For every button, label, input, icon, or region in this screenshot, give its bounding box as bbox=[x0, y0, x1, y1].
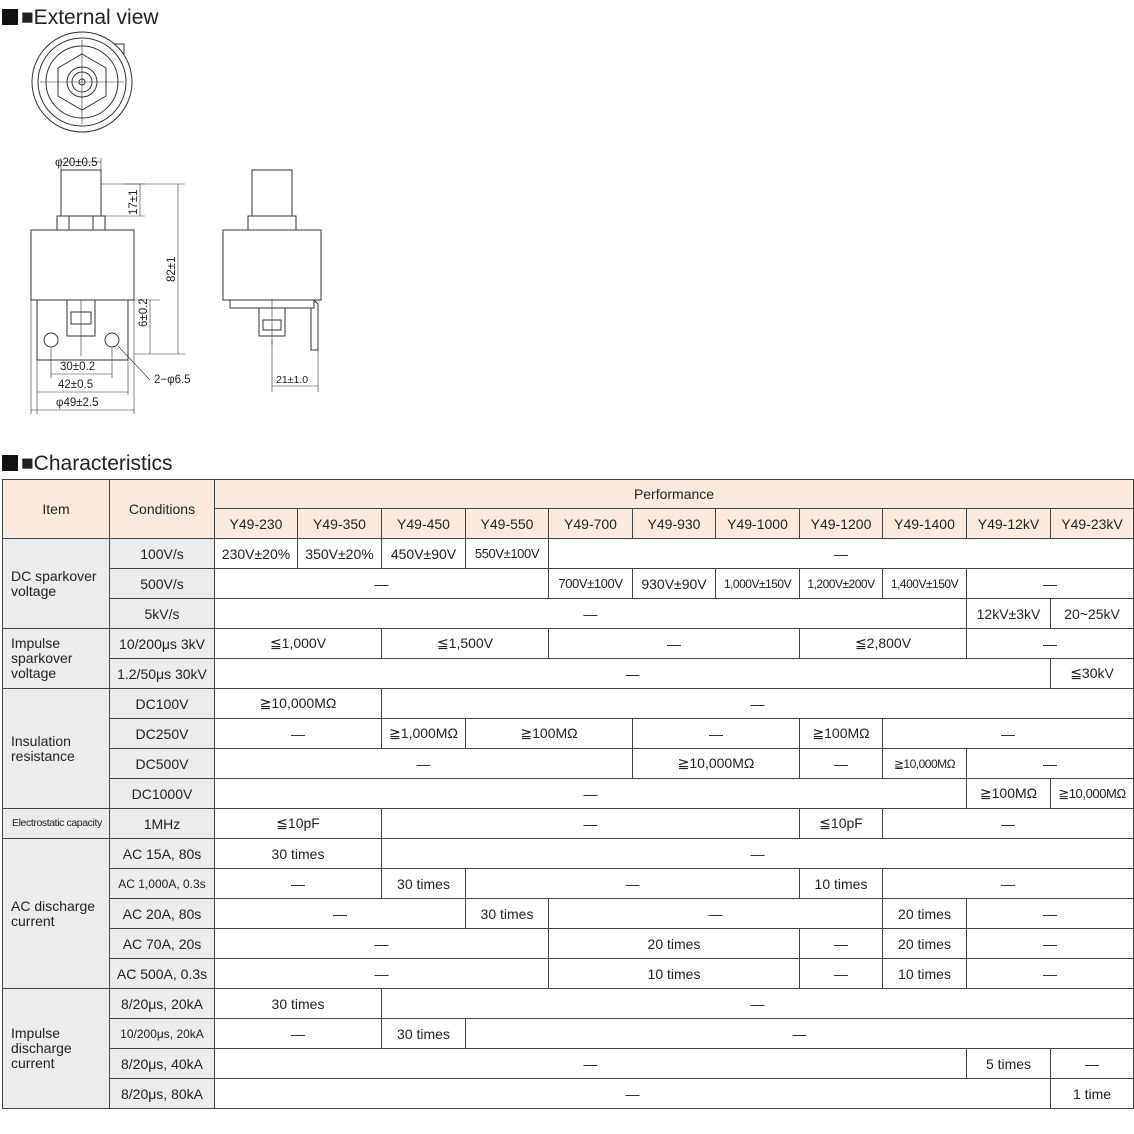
value-cell: 30 times bbox=[466, 899, 549, 929]
value-cell: 700V±100V bbox=[549, 569, 633, 599]
dim-pitch-30: 30±0.2 bbox=[60, 361, 96, 373]
condition-cell: DC1000V bbox=[110, 779, 215, 809]
dash-cell: — bbox=[382, 839, 1134, 869]
dash-cell: — bbox=[215, 569, 549, 599]
value-cell: 350V±20% bbox=[298, 539, 382, 569]
table-row bbox=[3, 689, 1134, 719]
model-header: Y49-1400 bbox=[883, 509, 967, 539]
dim-depth-21: 21±1.0 bbox=[276, 374, 309, 386]
value-cell: ≧100MΩ bbox=[800, 719, 883, 749]
model-header: Y49-1000 bbox=[716, 509, 800, 539]
table-row bbox=[3, 569, 1134, 599]
condition-cell: AC 1,000A, 0.3s bbox=[110, 869, 215, 899]
value-cell: ≧10,000MΩ bbox=[1051, 779, 1134, 809]
dash-cell: — bbox=[382, 809, 800, 839]
condition-cell: 100V/s bbox=[110, 539, 215, 569]
dash-cell: — bbox=[967, 929, 1134, 959]
dash-cell: — bbox=[883, 809, 1134, 839]
value-cell: ≦1,500V bbox=[382, 629, 549, 659]
dash-cell: — bbox=[215, 599, 967, 629]
value-cell: 10 times bbox=[883, 959, 967, 989]
dash-cell: — bbox=[549, 539, 1134, 569]
condition-cell: DC250V bbox=[110, 719, 215, 749]
value-cell: 12kV±3kV bbox=[967, 599, 1051, 629]
condition-cell: 1.2/50μs 30kV bbox=[110, 659, 215, 689]
condition-cell: 8/20μs, 20kA bbox=[110, 989, 215, 1019]
model-header: Y49-700 bbox=[549, 509, 633, 539]
condition-cell: 5kV/s bbox=[110, 599, 215, 629]
dash-cell: — bbox=[967, 899, 1134, 929]
group-electrostatic: Electrostatic capacity bbox=[3, 809, 110, 839]
table-row bbox=[3, 1019, 1134, 1049]
dash-cell: — bbox=[215, 929, 549, 959]
header-row bbox=[3, 480, 1134, 509]
dash-cell: — bbox=[800, 749, 883, 779]
external-view-drawing bbox=[0, 30, 340, 425]
condition-cell: 10/200μs, 20kA bbox=[110, 1019, 215, 1049]
condition-cell: 1MHz bbox=[110, 809, 215, 839]
condition-cell: AC 70A, 20s bbox=[110, 929, 215, 959]
dash-cell: — bbox=[382, 689, 1134, 719]
value-cell: ≧10,000MΩ bbox=[633, 749, 800, 779]
model-header: Y49-23kV bbox=[1051, 509, 1134, 539]
dash-cell: — bbox=[549, 899, 883, 929]
table-row bbox=[3, 959, 1134, 989]
table-row bbox=[3, 899, 1134, 929]
dash-cell: — bbox=[466, 869, 800, 899]
value-cell: 1,000V±150V bbox=[716, 569, 800, 599]
value-cell: 10 times bbox=[549, 959, 800, 989]
value-cell: 550V±100V bbox=[466, 539, 549, 569]
value-cell: 30 times bbox=[382, 869, 466, 899]
condition-cell: AC 500A, 0.3s bbox=[110, 959, 215, 989]
table-row bbox=[3, 839, 1134, 869]
condition-cell: AC 15A, 80s bbox=[110, 839, 215, 869]
dash-cell: — bbox=[215, 749, 633, 779]
value-cell: ≦1,000V bbox=[215, 629, 382, 659]
characteristics-table bbox=[2, 479, 1134, 1109]
value-cell: 230V±20% bbox=[215, 539, 298, 569]
value-cell: 30 times bbox=[215, 989, 382, 1019]
model-header: Y49-930 bbox=[633, 509, 716, 539]
table-row bbox=[3, 749, 1134, 779]
dash-cell: — bbox=[215, 899, 466, 929]
dash-cell: — bbox=[382, 989, 1134, 1019]
dash-cell: — bbox=[967, 629, 1134, 659]
square-bullet-icon bbox=[2, 9, 18, 25]
model-header: Y49-230 bbox=[215, 509, 298, 539]
dim-diameter-20: φ20±0.5 bbox=[55, 157, 98, 169]
value-cell: 930V±90V bbox=[633, 569, 716, 599]
value-cell: ≧1,000MΩ bbox=[382, 719, 466, 749]
table-row bbox=[3, 869, 1134, 899]
external-view-heading-text: ■External view bbox=[21, 6, 159, 29]
value-cell: 20 times bbox=[549, 929, 800, 959]
dash-cell: — bbox=[215, 1019, 382, 1049]
dash-cell: — bbox=[800, 929, 883, 959]
dim-diameter-49: φ49±2.5 bbox=[56, 397, 99, 409]
value-cell: ≦10pF bbox=[800, 809, 883, 839]
dash-cell: — bbox=[549, 629, 800, 659]
dash-cell: — bbox=[800, 959, 883, 989]
model-header: Y49-550 bbox=[466, 509, 549, 539]
group-insulation: Insulation resistance bbox=[3, 689, 110, 809]
table-row bbox=[3, 989, 1134, 1019]
dash-cell: — bbox=[215, 959, 549, 989]
value-cell: 10 times bbox=[800, 869, 883, 899]
dim-height-82: 82±1 bbox=[166, 256, 178, 282]
value-cell: ≦2,800V bbox=[800, 629, 967, 659]
condition-cell: 8/20μs, 40kA bbox=[110, 1049, 215, 1079]
dash-cell: — bbox=[215, 659, 1051, 689]
group-ac-discharge: AC discharge current bbox=[3, 839, 110, 989]
model-header: Y49-350 bbox=[298, 509, 382, 539]
characteristics-heading bbox=[2, 452, 173, 476]
characteristics-heading-text: ■Characteristics bbox=[21, 452, 173, 475]
table-row bbox=[3, 659, 1134, 689]
group-dc-sparkover: DC sparkover voltage bbox=[3, 539, 110, 629]
condition-cell: AC 20A, 80s bbox=[110, 899, 215, 929]
value-cell: 20 times bbox=[883, 929, 967, 959]
table-row bbox=[3, 809, 1134, 839]
dash-cell: — bbox=[967, 959, 1134, 989]
model-header: Y49-12kV bbox=[967, 509, 1051, 539]
condition-cell: 500V/s bbox=[110, 569, 215, 599]
dash-cell: — bbox=[883, 869, 1134, 899]
value-cell: 30 times bbox=[215, 839, 382, 869]
dash-cell: — bbox=[215, 719, 382, 749]
value-cell: 450V±90V bbox=[382, 539, 466, 569]
dash-cell: — bbox=[633, 719, 800, 749]
dash-cell: — bbox=[215, 1079, 1051, 1109]
dim-height-6: 6±0.2 bbox=[138, 298, 150, 327]
condition-cell: 8/20μs, 80kA bbox=[110, 1079, 215, 1109]
table-row bbox=[3, 1079, 1134, 1109]
value-cell: 20~25kV bbox=[1051, 599, 1134, 629]
table-row bbox=[3, 929, 1134, 959]
table-row bbox=[3, 779, 1134, 809]
table-row bbox=[3, 629, 1134, 659]
value-cell: 1,400V±150V bbox=[883, 569, 967, 599]
table-row bbox=[3, 1049, 1134, 1079]
model-header: Y49-1200 bbox=[800, 509, 883, 539]
dash-cell: — bbox=[215, 779, 967, 809]
dash-cell: — bbox=[215, 869, 382, 899]
dash-cell: — bbox=[967, 749, 1134, 779]
header-item: Item bbox=[3, 480, 110, 539]
header-conditions: Conditions bbox=[110, 480, 215, 539]
value-cell: 5 times bbox=[967, 1049, 1051, 1079]
header-performance: Performance bbox=[215, 480, 1134, 509]
value-cell: ≧100MΩ bbox=[466, 719, 633, 749]
condition-cell: DC100V bbox=[110, 689, 215, 719]
dash-cell: — bbox=[466, 1019, 1134, 1049]
table-row bbox=[3, 599, 1134, 629]
value-cell: ≧100MΩ bbox=[967, 779, 1051, 809]
condition-cell: 10/200μs 3kV bbox=[110, 629, 215, 659]
dim-height-17: 17±1 bbox=[128, 189, 140, 215]
dim-holes: 2−φ6.5 bbox=[154, 374, 191, 386]
model-header: Y49-450 bbox=[382, 509, 466, 539]
value-cell: ≦30kV bbox=[1051, 659, 1134, 689]
value-cell: ≦10pF bbox=[215, 809, 382, 839]
value-cell: 1 time bbox=[1051, 1079, 1134, 1109]
dash-cell: — bbox=[1051, 1049, 1134, 1079]
condition-cell: DC500V bbox=[110, 749, 215, 779]
table-row bbox=[3, 539, 1134, 569]
table-row bbox=[3, 719, 1134, 749]
external-view-heading bbox=[2, 6, 159, 30]
group-impulse-sparkover: Impulse sparkover voltage bbox=[3, 629, 110, 689]
value-cell: 20 times bbox=[883, 899, 967, 929]
value-cell: 30 times bbox=[382, 1019, 466, 1049]
square-bullet-icon bbox=[2, 455, 18, 471]
dash-cell: — bbox=[967, 569, 1134, 599]
dim-width-42: 42±0.5 bbox=[58, 379, 94, 391]
dash-cell: — bbox=[883, 719, 1134, 749]
value-cell: ≧10,000MΩ bbox=[215, 689, 382, 719]
dash-cell: — bbox=[215, 1049, 967, 1079]
value-cell: ≧10,000MΩ bbox=[883, 749, 967, 779]
value-cell: 1,200V±200V bbox=[800, 569, 883, 599]
group-impulse-discharge: Impulse discharge current bbox=[3, 989, 110, 1109]
